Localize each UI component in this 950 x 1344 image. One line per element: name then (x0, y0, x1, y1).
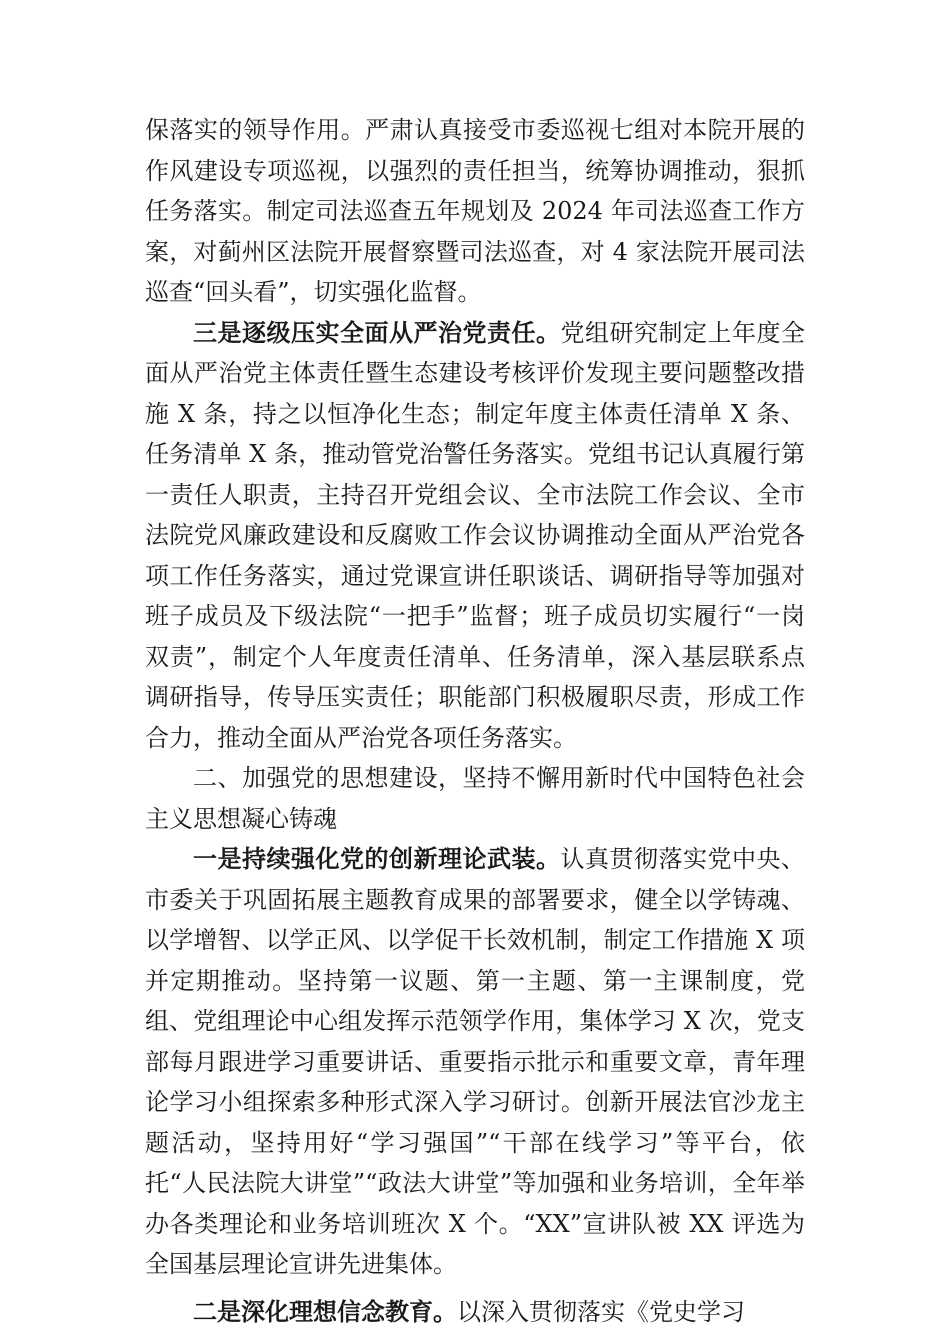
paragraph-ideals-education (145, 1292, 805, 1333)
paragraph-lead-heading: 二是深化理想信念教育。 (193, 1297, 457, 1326)
paragraph-lead-heading: 一是持续强化党的创新理论武装。 (193, 845, 561, 873)
paragraph-theory-arming (145, 839, 805, 1285)
paragraph-text: 以深入贯彻落实《党史学习 (457, 1297, 745, 1326)
paragraph-lead-heading: 三是逐级压实全面从严治党责任。 (193, 318, 561, 347)
paragraph-text: 认真贯彻落实党中央、市委关于巩固拓展主题教育成果的部署要求，健全以学铸魂、以学增智、以学正风、以学促干长效机制，制定工作措施 X 项并定期推动。坚持第一议题、第一主题、第一主课制度，党组、党组理论中心组发挥示范领学作用，集体学习 X 次，党支部每月跟进学习重要讲话、重要指示批示和重要文章，青年理论学习小组探索多种形式深入学习研讨。创新开展法官沙龙主题活动，坚持用好“学习强国”“干部在线学习”等平台，依托“人民法院大讲堂”“政法大讲堂”等加强和业务培训，全年举办各类理论和业务培训班次 X 个。“XX”宣讲队被 XX 评选为全国基层理论宣讲先进集体。 (145, 845, 805, 1278)
paragraph-party-responsibility (145, 313, 805, 759)
section-heading: 二、加强党的思想建设，坚持不懈用新时代中国特色社会主义思想凝心铸魂 (145, 764, 805, 833)
paragraph-text: 党组研究制定上年度全面从严治党主体责任暨生态建设考核评价发现主要问题整改措施 X 条，持之以恒净化生态；制定年度主体责任清单 X 条、任务清单 X 条，推动管党治警任务落实。党组书记认真履行第一责任人职责，主持召开党组会议、全市法院工作会议、全市法院党风廉政建设和反腐败工作会议协调推动全面从严治党各项工作任务落实，通过党课宣讲任职谈话、调研指导等加强对班子成员及下级法院“一把手”监督；班子成员切实履行“一岗双责”，制定个人年度责任清单、任务清单，深入基层联系点调研指导，传导压实责任；职能部门积极履职尽责，形成工作合力，推动全面从严治党各项任务落实。 (145, 318, 805, 752)
document-body (145, 110, 805, 1332)
paragraph-continuation: 保落实的领导作用。严肃认真接受市委巡视七组对本院开展的作风建设专项巡视，以强烈的责任担当，统筹协调推动，狠抓任务落实。制定司法巡查五年规划及 2024 年司法巡查工作方案，对蓟州区法院开展督察暨司法巡查，对 4 家法院开展司法巡查“回头看”，切实强化监督。 (145, 116, 805, 306)
